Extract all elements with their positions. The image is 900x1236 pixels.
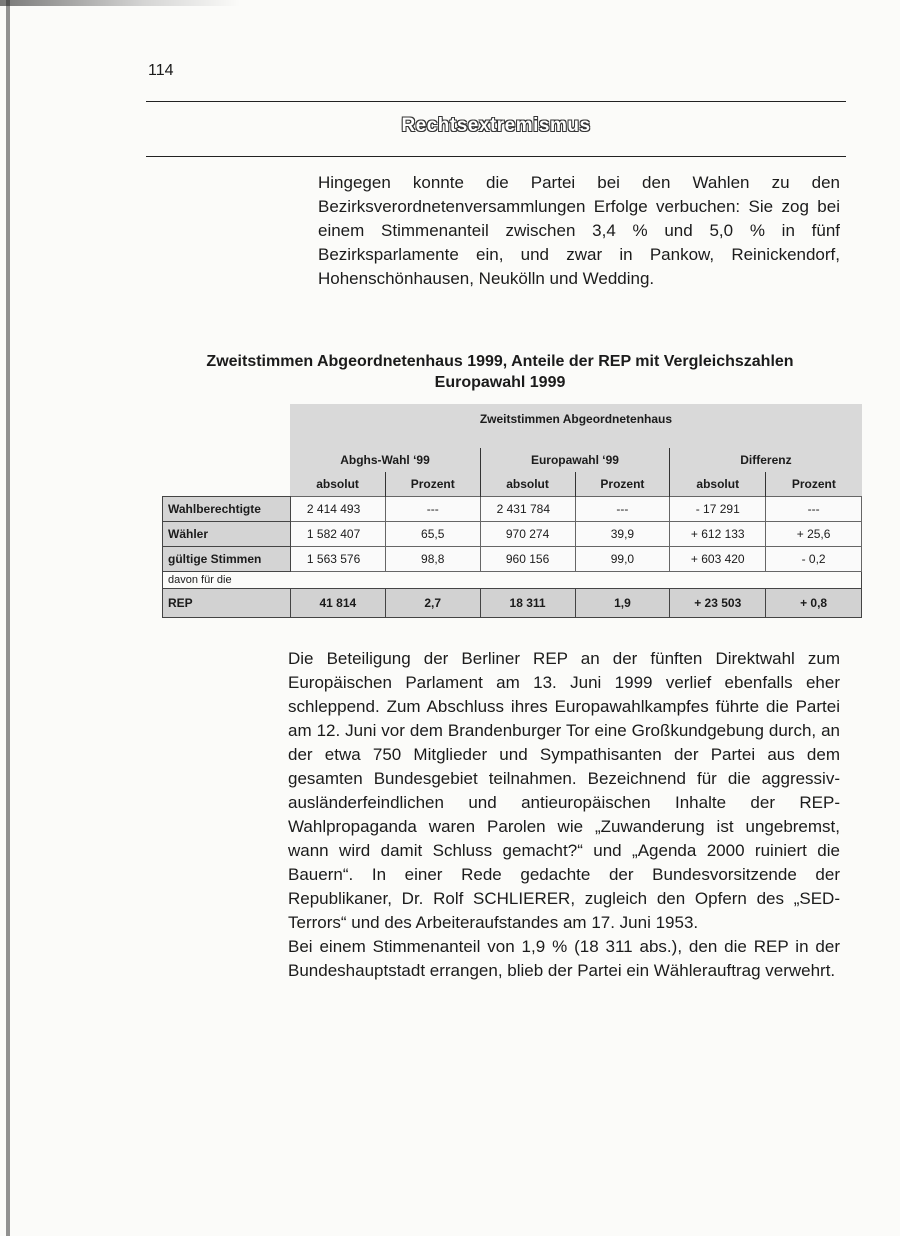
header-corner [163, 404, 291, 448]
subheader: Prozent [385, 472, 480, 497]
paragraph-1 [318, 171, 840, 291]
super-header: Zweitstimmen Abgeordnetenhaus [290, 404, 861, 448]
running-head: Rechtsextremismus [401, 115, 591, 136]
rep-row [163, 589, 862, 618]
table-cell: - 17 291 [670, 497, 766, 522]
subheader: absolut [670, 472, 766, 497]
header-rule-bottom [146, 156, 846, 157]
table-cell: 970 274 [480, 522, 575, 547]
scan-edge-top [0, 0, 240, 6]
row-label: gültige Stimmen [163, 547, 291, 572]
table-cell: 98,8 [385, 547, 480, 572]
subheader: Prozent [766, 472, 862, 497]
table-title-line-1: Zweitstimmen Abgeordnetenhaus 1999, Anteile der REP mit Vergleichszahlen [206, 353, 794, 370]
table-cell: --- [766, 497, 862, 522]
paragraph-2 [288, 647, 840, 983]
rep-cell: + 23 503 [670, 589, 766, 618]
rep-cell: 18 311 [480, 589, 575, 618]
table-cell: 1 582 407 [290, 522, 385, 547]
group-header-differenz: Differenz [670, 448, 862, 472]
table-cell: 2 414 493 [290, 497, 385, 522]
table-title [160, 351, 840, 393]
table-cell: + 603 420 [670, 547, 766, 572]
header-rule-top [146, 101, 846, 102]
table-row [163, 522, 862, 547]
row-label: Wähler [163, 522, 291, 547]
rep-cell: + 0,8 [766, 589, 862, 618]
table-cell: 39,9 [575, 522, 670, 547]
subheader: Prozent [575, 472, 670, 497]
table-title-line-2: Europawahl 1999 [434, 374, 566, 391]
results-table [162, 404, 862, 618]
rep-cell: 1,9 [575, 589, 670, 618]
table-cell: + 25,6 [766, 522, 862, 547]
group-header-abghs: Abghs-Wahl ‘99 [290, 448, 480, 472]
table-cell: 2 431 784 [480, 497, 575, 522]
table-cell: 1 563 576 [290, 547, 385, 572]
row-label: Wahlberechtigte [163, 497, 291, 522]
table-cell: --- [575, 497, 670, 522]
table-row [163, 497, 862, 522]
table-cell: --- [385, 497, 480, 522]
paragraph-3-text: Bei einem Stimmenanteil von 1,9 % (18 311 abs.), den die REP in der Bundeshauptstadt errangen, blieb der Partei ein Wählerauftrag verwehrt. [288, 937, 840, 980]
rep-row-label: REP [163, 589, 291, 618]
subheader: absolut [480, 472, 575, 497]
page-number: 114 [148, 62, 174, 79]
table-cell: 99,0 [575, 547, 670, 572]
table-cell: - 0,2 [766, 547, 862, 572]
results-table-wrapper [162, 404, 862, 614]
paragraph-2-text: Die Beteiligung der Berliner REP an der fünften Direktwahl zum Europäischen Parlament am 13. Juni 1999 verlief ebenfalls eher schleppend. Zum Abschluss ihres Europawahlkampfes führte die Partei am 12. Juni vor dem Brandenburger Tor eine Großkundgebung durch, an der etwa 750 Mitglieder und Sympathisanten der Partei aus dem gesamten Bundesgebiet teilnahmen. Bezeichnend für die aggressiv-ausländerfeindlichen und antieuropäischen Inhalte der REP-Wahlpropaganda waren Parolen wie „Zuwanderung ist ungebremst, wann wird damit Schluss gemacht?“ und „Agenda 2000 ruiniert die Bauern“. In einer Rede gedachte der Bundesvorsitzende der Republikaner, Dr. Rolf SCHLIERER, zugleich den Opfern des „SED-Terrors“ und des Arbeiteraufstandes am 17. Juni 1953. [288, 649, 840, 932]
table-cell: 65,5 [385, 522, 480, 547]
table-note: davon für die [163, 572, 862, 589]
table-cell: + 612 133 [670, 522, 766, 547]
rep-cell: 2,7 [385, 589, 480, 618]
group-header-europawahl: Europawahl ‘99 [480, 448, 670, 472]
subheader: absolut [290, 472, 385, 497]
paragraph-1-text: Hingegen konnte die Partei bei den Wahlen zu den Bezirksverordnetenversammlungen Erfolge verbuchen: Sie zog bei einem Stimmenanteil zwischen 3,4 % und 5,0 % in fünf Bezirksparlamente ein, und zwar in Pankow, Reinickendorf, Hohenschönhausen, Neukölln und Wedding. [318, 173, 840, 288]
scan-edge-left [6, 0, 10, 1236]
table-cell: 960 156 [480, 547, 575, 572]
rep-cell: 41 814 [290, 589, 385, 618]
table-row [163, 547, 862, 572]
